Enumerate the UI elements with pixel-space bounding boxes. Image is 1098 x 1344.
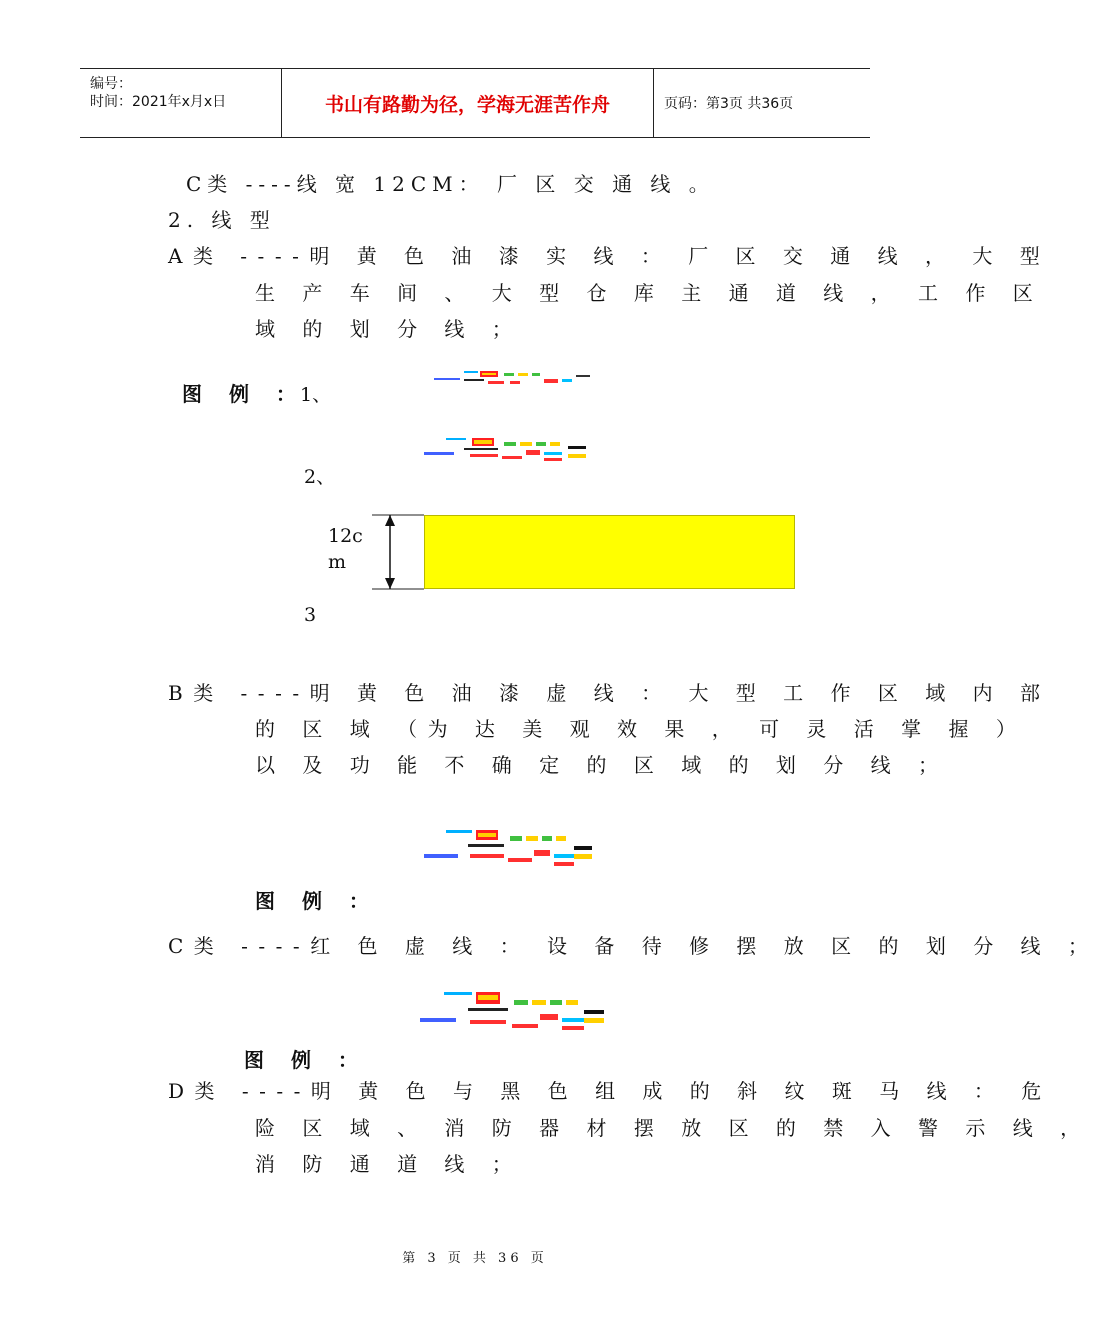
type-a-line-2: 生 产 车 间 、 大 型 仓 库 主 通 道 线 ， 工 作 区 — [255, 281, 1044, 305]
type-c-line-1: C类 ----红 色 虚 线 ： 设 备 待 修 摆 放 区 的 划 分 线 ； — [168, 934, 1098, 958]
legend-c-label: 图 例 ： — [244, 1048, 368, 1072]
section-heading: 2. 线 型 — [168, 208, 276, 232]
legend-label: 图 例 ： — [182, 382, 306, 406]
legend-index-3: 3 — [304, 604, 317, 626]
legend-index-1: 1、 — [300, 384, 332, 406]
legend-thumbnail-1 — [434, 369, 594, 387]
legend-thumbnail-2 — [424, 436, 590, 464]
legend-b-label: 图 例 ： — [255, 889, 379, 913]
type-b-line-1: B类 ----明 黄 色 油 漆 虚 线 ： 大 型 工 作 区 域 内 部 — [168, 681, 1051, 705]
number-label: 编号： — [90, 76, 132, 92]
dimension-label-1: 12c — [328, 525, 363, 547]
type-a-line-3: 域 的 划 分 线 ； — [255, 317, 523, 341]
legend-thumbnail-b — [424, 828, 594, 868]
type-b-line-3: 以 及 功 能 不 确 定 的 区 域 的 划 分 线 ； — [255, 753, 949, 777]
type-d-line-1: D类 ----明 黄 色 与 黑 色 组 成 的 斜 纹 斑 马 线 ： 危 — [168, 1079, 1052, 1103]
type-b-line-2: 的 区 域 （为 达 美 观 效 果 ， 可 灵 活 掌 握 ） — [255, 717, 1027, 741]
legend-thumbnail-c — [420, 990, 606, 1034]
time-label: 时间：2021年x月x日 — [90, 94, 227, 110]
legend-index-2: 2、 — [304, 466, 336, 488]
header-motto-cell — [282, 69, 654, 137]
line-width-c: C类 ----线 宽 12CM： 厂 区 交 通 线 。 — [186, 172, 715, 196]
type-d-line-3: 消 防 通 道 线 ； — [255, 1152, 523, 1176]
type-a-line-1: A类 ----明 黄 色 油 漆 实 线 ： 厂 区 交 通 线 ， 大 型 — [168, 244, 1051, 268]
header-page-info: 页码：第3页 共36页 — [664, 96, 794, 112]
yellow-line-sample — [424, 515, 795, 589]
motto: 书山有路勤为径，学海无涯苦作舟 — [324, 93, 610, 116]
header-meta — [80, 69, 282, 137]
dimension-arrow — [370, 510, 426, 594]
page-header — [80, 68, 870, 138]
type-d-line-2: 险 区 域 、 消 防 器 材 摆 放 区 的 禁 入 警 示 线 ， — [255, 1116, 1091, 1140]
page-footer: 第 3 页 共 36 页 — [402, 1251, 548, 1266]
dimension-label-2: m — [328, 551, 347, 573]
